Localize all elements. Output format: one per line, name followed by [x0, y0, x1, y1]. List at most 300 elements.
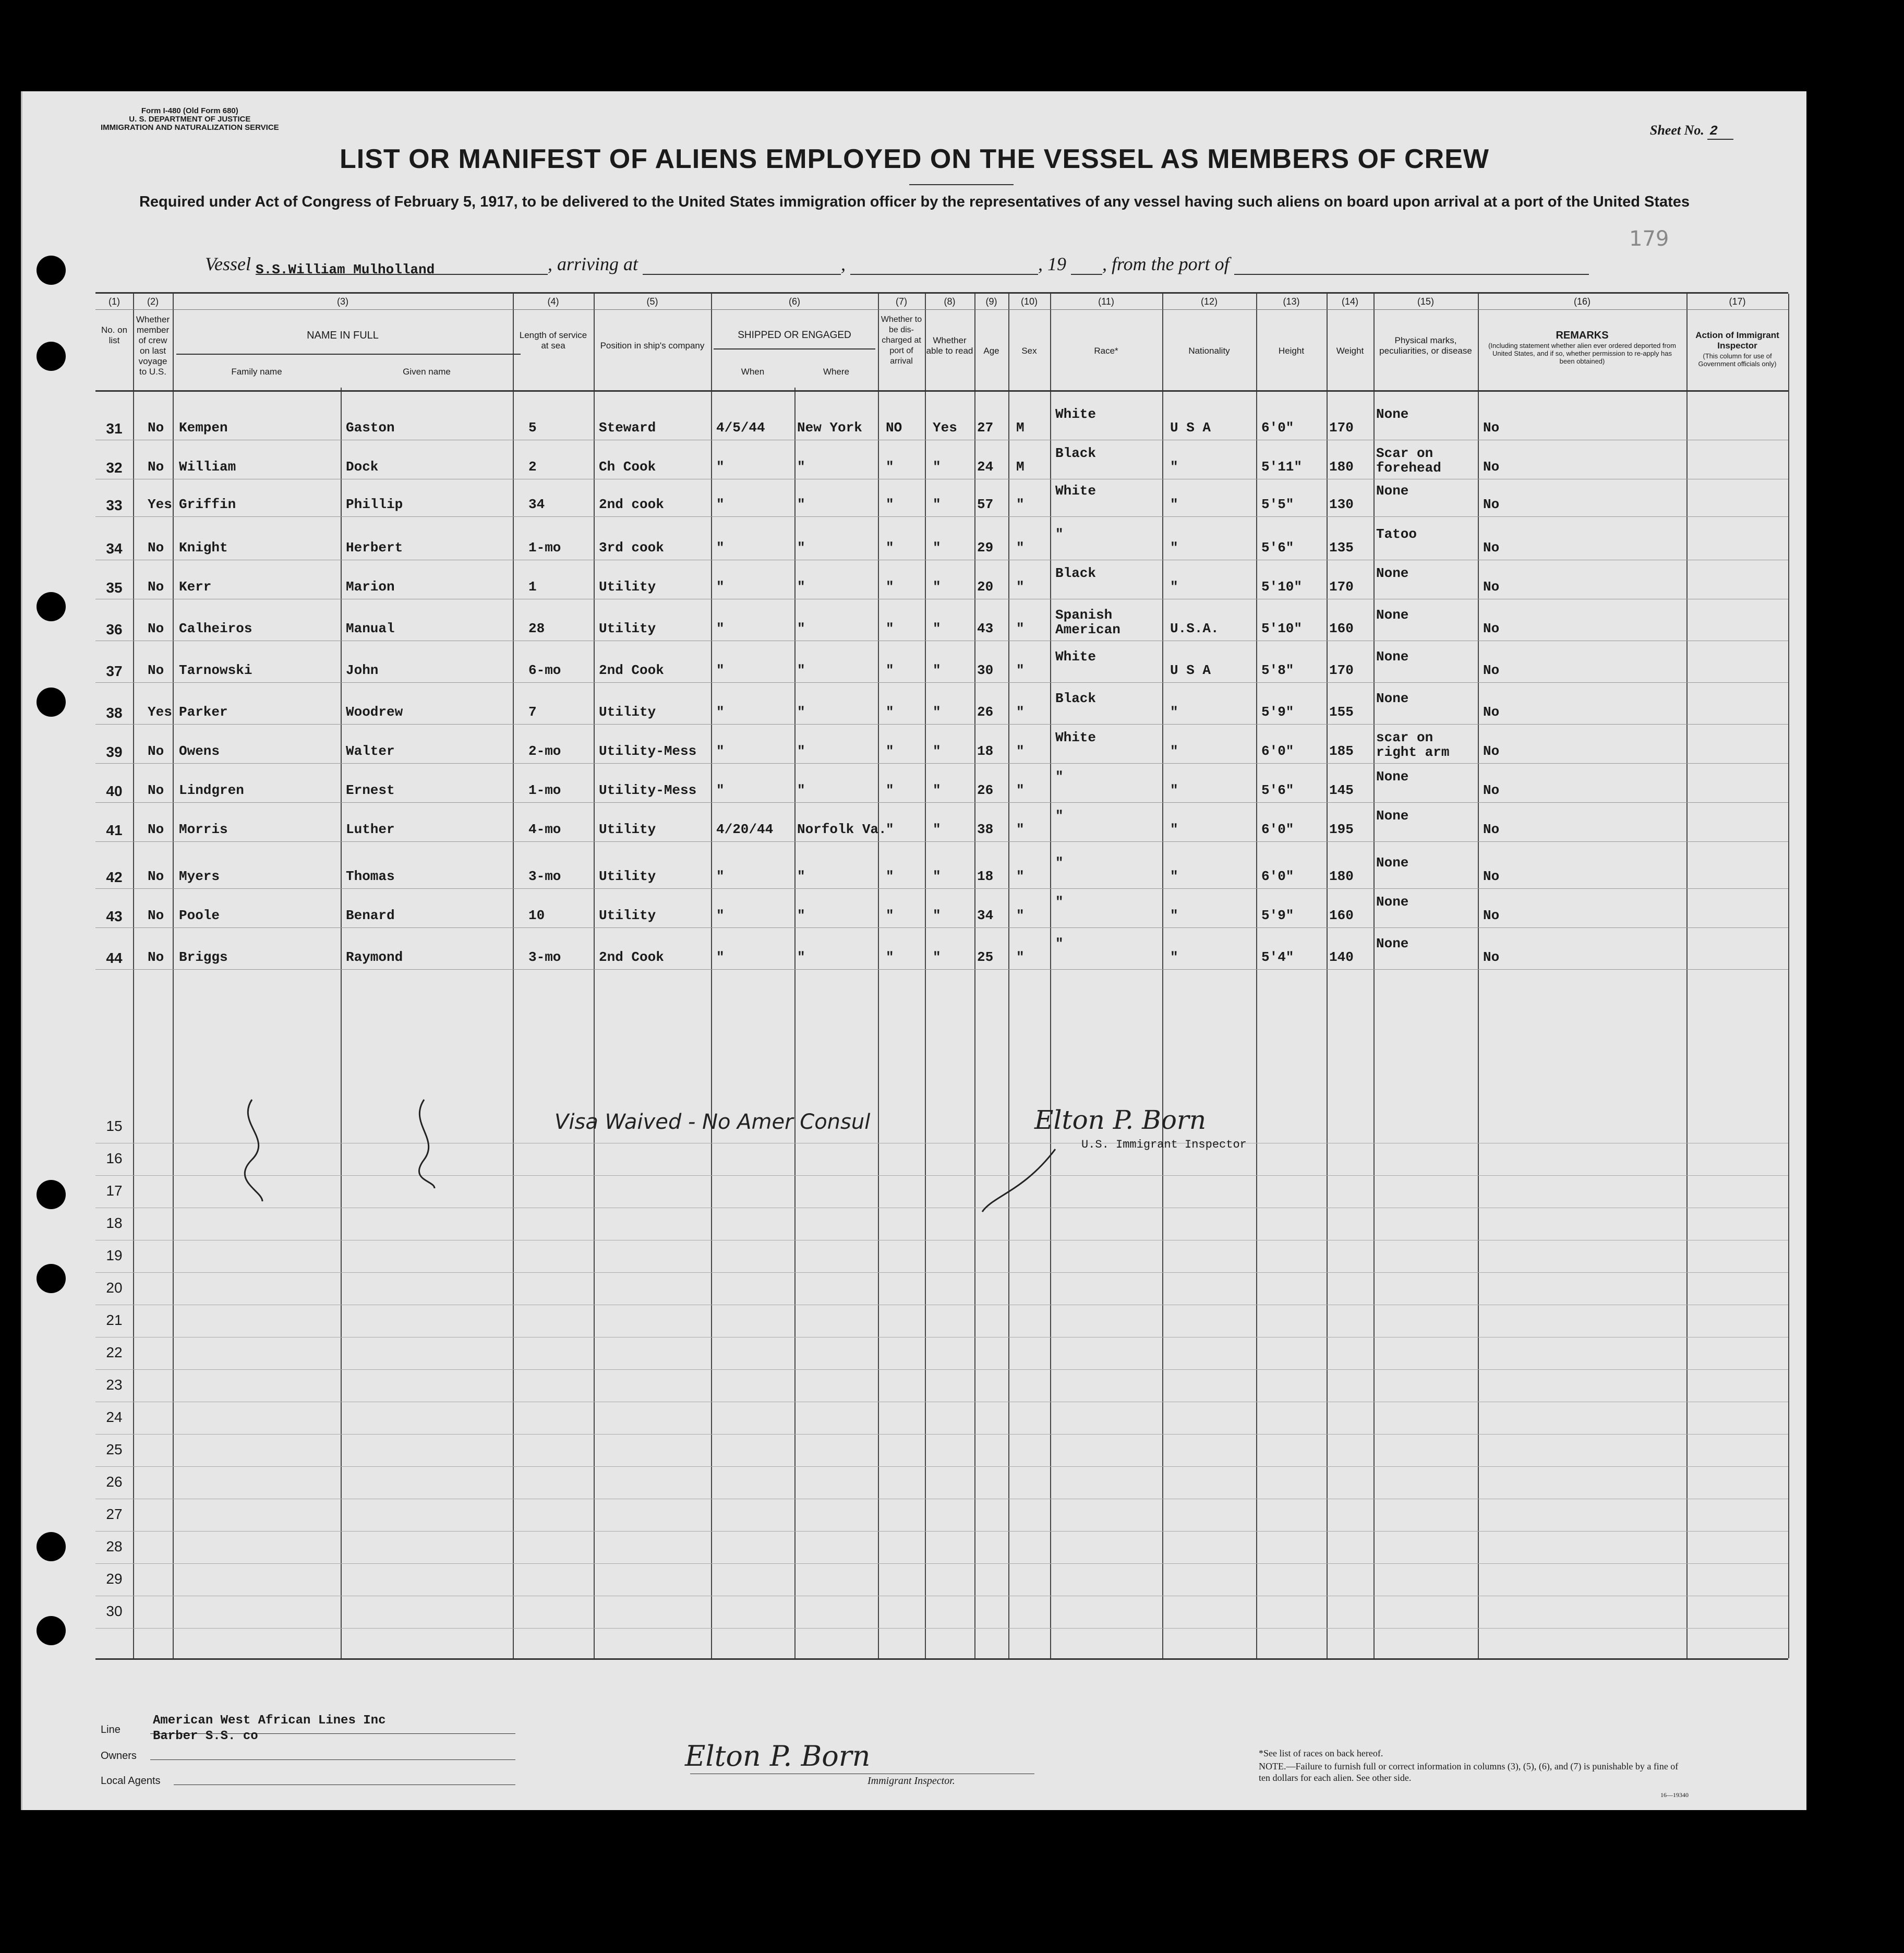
cell-sex: ": [1016, 908, 1025, 923]
cell-nationality: ": [1170, 743, 1178, 759]
cell-nationality: ": [1170, 497, 1178, 512]
cell-discharged: ": [886, 822, 894, 837]
cell-weight: 185: [1329, 743, 1354, 759]
cell-nationality: U S A: [1170, 420, 1211, 436]
cell-last-voyage: No: [148, 908, 164, 923]
cell-remarks: No: [1483, 822, 1500, 837]
col15-number: (15): [1417, 296, 1434, 307]
cell-nationality: ": [1170, 704, 1178, 720]
col7-number: (7): [896, 296, 907, 307]
vessel-name-field: [255, 256, 548, 278]
cell-height: 5'5": [1261, 497, 1294, 512]
cell-service: 10: [528, 908, 545, 923]
cell-read: Yes: [933, 420, 957, 436]
vessel-name: S.S.William Mulholland: [255, 262, 435, 278]
cell-race: Black: [1055, 691, 1096, 706]
cell-where: ": [797, 743, 805, 759]
blank-row-number: 22: [106, 1344, 123, 1360]
port-field: [1234, 256, 1589, 275]
cell-discharged: ": [886, 949, 894, 965]
cell-race: White: [1055, 483, 1096, 499]
cell-height: 5'6": [1261, 782, 1294, 798]
blank-row-number: 24: [106, 1409, 123, 1425]
cell-service: 3-mo: [528, 869, 561, 884]
cell-last-voyage: Yes: [148, 704, 172, 720]
cell-age: 38: [977, 822, 994, 837]
cell-race: ": [1055, 526, 1064, 542]
service: IMMIGRATION AND NATURALIZATION SERVICE: [101, 123, 279, 132]
blank-row-number: 25: [106, 1441, 123, 1457]
cell-discharged: ": [886, 908, 894, 923]
cell-where: ": [797, 540, 805, 556]
cell-given: Luther: [346, 822, 395, 837]
col12-header: Nationality: [1188, 346, 1230, 356]
cell-remarks: No: [1483, 662, 1500, 678]
cell-weight: 160: [1329, 908, 1354, 923]
cell-age: 18: [977, 743, 994, 759]
races-note: *See list of races on back hereof.: [1259, 1748, 1383, 1758]
cell-race: ": [1055, 855, 1064, 871]
cell-last-voyage: No: [148, 540, 164, 556]
cell-family: Kempen: [179, 420, 228, 436]
footer-signature: Elton P. Born: [685, 1740, 871, 1773]
cell-marks: scar on right arm: [1376, 730, 1450, 760]
cell-where: ": [797, 497, 805, 512]
cell-where: ": [797, 949, 805, 965]
col17-number: (17): [1729, 296, 1746, 307]
cell-given: Manual: [346, 621, 395, 636]
cell-marks: None: [1376, 691, 1409, 706]
cell-where: ": [797, 579, 805, 595]
cell-position: Ch Cook: [599, 459, 656, 475]
cell-position: Utility-Mess: [599, 743, 697, 759]
year-field: [1071, 256, 1102, 275]
form-code: 16—19340: [1660, 1791, 1689, 1799]
cell-given: Gaston: [346, 420, 395, 436]
port-label: , from the port of: [1102, 254, 1230, 274]
cell-when: ": [716, 704, 725, 720]
row-number: 42: [106, 869, 123, 885]
cell-height: 5'10": [1261, 579, 1303, 595]
cell-sex: ": [1016, 782, 1025, 798]
cell-when: 4/20/44: [716, 822, 774, 837]
manifest-sheet: [21, 91, 1806, 1810]
cell-last-voyage: No: [148, 662, 164, 678]
cell-read: ": [933, 704, 941, 720]
cell-last-voyage: No: [148, 949, 164, 965]
blank-row-number: 18: [106, 1215, 123, 1231]
blank-row-number: 20: [106, 1280, 123, 1296]
cell-nationality: ": [1170, 949, 1178, 965]
punch-hole: [37, 688, 66, 717]
owners-value: Barber S.S. co: [153, 1729, 258, 1743]
col1-header: No. on list: [101, 325, 128, 345]
col8-number: (8): [944, 296, 956, 307]
blank-row-number: 29: [106, 1571, 123, 1587]
cell-position: 2nd cook: [599, 497, 664, 512]
cell-sex: M: [1016, 420, 1025, 436]
cell-weight: 195: [1329, 822, 1354, 837]
cell-position: Utility: [599, 704, 656, 720]
cell-nationality: ": [1170, 822, 1178, 837]
cell-when: ": [716, 743, 725, 759]
cell-when: ": [716, 497, 725, 512]
cell-sex: M: [1016, 459, 1025, 475]
form-identifier: [101, 107, 279, 132]
punch-hole: [37, 1180, 66, 1209]
cell-nationality: ": [1170, 459, 1178, 475]
cell-where: ": [797, 662, 805, 678]
col9-number: (9): [985, 296, 997, 307]
col15-header: Physical marks, peculiarities, or disease: [1379, 335, 1472, 356]
cell-nationality: U.S.A.: [1170, 621, 1219, 636]
cell-age: 26: [977, 704, 994, 720]
cell-weight: 130: [1329, 497, 1354, 512]
cell-where: Norfolk Va.: [797, 822, 887, 837]
cell-service: 1-mo: [528, 782, 561, 798]
crew-table: [95, 292, 1788, 1660]
cell-height: 6'0": [1261, 869, 1294, 884]
cell-read: ": [933, 621, 941, 636]
cell-position: Utility: [599, 822, 656, 837]
cell-age: 24: [977, 459, 994, 475]
cell-read: ": [933, 662, 941, 678]
col17-subheader: (This column for use of Government officials only): [1698, 352, 1777, 368]
cell-age: 26: [977, 782, 994, 798]
cell-weight: 170: [1329, 420, 1354, 436]
cell-remarks: No: [1483, 949, 1500, 965]
col4-number: (4): [547, 296, 559, 307]
cell-race: White: [1055, 649, 1096, 665]
cell-service: 7: [528, 704, 537, 720]
cell-given: Walter: [346, 743, 395, 759]
page-title: LIST OR MANIFEST OF ALIENS EMPLOYED ON THE VESSEL AS MEMBERS OF CREW: [340, 144, 1489, 174]
row-number: 33: [106, 497, 123, 513]
cell-family: Parker: [179, 704, 228, 720]
cell-where: ": [797, 782, 805, 798]
col13-header: Height: [1278, 346, 1305, 356]
col10-number: (10): [1020, 296, 1038, 307]
arriving-field: [643, 256, 841, 275]
col2-number: (2): [147, 296, 159, 307]
cell-service: 4-mo: [528, 822, 561, 837]
cell-height: 5'4": [1261, 949, 1294, 965]
cell-service: 34: [528, 497, 545, 512]
cell-read: ": [933, 869, 941, 884]
col3-header: NAME IN FULL: [307, 330, 379, 341]
handwritten-strokes: [95, 294, 1788, 1658]
cell-remarks: No: [1483, 497, 1500, 512]
col17-header: Action of Immigrant Inspector: [1695, 330, 1779, 351]
cell-where: ": [797, 459, 805, 475]
cell-height: 5'10": [1261, 621, 1303, 636]
cell-service: 1: [528, 579, 537, 595]
cell-weight: 170: [1329, 662, 1354, 678]
cell-read: ": [933, 459, 941, 475]
cell-last-voyage: No: [148, 420, 164, 436]
cell-weight: 180: [1329, 869, 1354, 884]
footer-signature-title: Immigrant Inspector.: [867, 1775, 955, 1787]
cell-race: Black: [1055, 445, 1096, 461]
cell-age: 34: [977, 908, 994, 923]
row-number: 44: [106, 950, 123, 966]
cell-when: ": [716, 949, 725, 965]
col16-subheader: (Including statement whether alien ever ordered deported from United States, and if so, whether permission to re-apply has been obtained): [1488, 342, 1676, 365]
cell-discharged: ": [886, 743, 894, 759]
cell-age: 18: [977, 869, 994, 884]
cell-family: Owens: [179, 743, 220, 759]
cell-last-voyage: No: [148, 743, 164, 759]
vessel-line: Vessel S.S.William Mulholland , arriving at , , 19 , from the port of: [205, 253, 1589, 275]
blank-row-number: 27: [106, 1506, 123, 1522]
cell-sex: ": [1016, 743, 1025, 759]
row-number: 41: [106, 822, 123, 838]
cell-when: ": [716, 579, 725, 595]
cell-marks: Tatoo: [1376, 526, 1417, 542]
cell-height: 5'6": [1261, 540, 1294, 556]
cell-marks: None: [1376, 855, 1409, 871]
sheet-number: [1650, 123, 1733, 139]
cell-family: Myers: [179, 869, 220, 884]
line-value: American West African Lines Inc: [153, 1714, 386, 1728]
cell-family: Lindgren: [179, 782, 244, 798]
owners-label: Owners: [101, 1750, 137, 1762]
stamped-page-number: 179: [1629, 227, 1669, 251]
cell-read: ": [933, 743, 941, 759]
cell-sex: ": [1016, 579, 1025, 595]
title-rule: [909, 184, 1014, 185]
cell-given: Woodrew: [346, 704, 403, 720]
col14-number: (14): [1341, 296, 1358, 307]
cell-position: Utility: [599, 908, 656, 923]
cell-race: White: [1055, 730, 1096, 745]
cell-weight: 135: [1329, 540, 1354, 556]
cell-read: ": [933, 908, 941, 923]
cell-service: 3-mo: [528, 949, 561, 965]
blank-row-number: 16: [106, 1150, 123, 1166]
cell-discharged: ": [886, 782, 894, 798]
cell-discharged: ": [886, 704, 894, 720]
cell-marks: Scar on forehead: [1376, 445, 1441, 476]
cell-position: Utility-Mess: [599, 782, 697, 798]
form-number: Form I-480 (Old Form 680): [141, 106, 238, 115]
cell-remarks: No: [1483, 782, 1500, 798]
cell-weight: 155: [1329, 704, 1354, 720]
cell-service: 28: [528, 621, 545, 636]
cell-given: Dock: [346, 459, 379, 475]
punch-hole: [37, 592, 66, 621]
sheet-number-value: 2: [1707, 123, 1733, 140]
blank-row-number: 30: [106, 1603, 123, 1619]
cell-remarks: No: [1483, 420, 1500, 436]
inspector-title: U.S. Immigrant Inspector: [1081, 1138, 1247, 1151]
cell-read: ": [933, 579, 941, 595]
cell-where: ": [797, 869, 805, 884]
arriving-label: , arriving at: [547, 254, 638, 274]
cell-read: ": [933, 782, 941, 798]
blank-row-number: 23: [106, 1377, 123, 1393]
cell-remarks: No: [1483, 908, 1500, 923]
cell-family: Calheiros: [179, 621, 252, 636]
cell-age: 30: [977, 662, 994, 678]
col10-header: Sex: [1021, 346, 1037, 356]
cell-remarks: No: [1483, 459, 1500, 475]
cell-family: Briggs: [179, 949, 228, 965]
cell-when: ": [716, 540, 725, 556]
cell-sex: ": [1016, 822, 1025, 837]
cell-nationality: ": [1170, 869, 1178, 884]
cell-read: ": [933, 822, 941, 837]
row-number: 36: [106, 621, 123, 637]
blank-row-number: 17: [106, 1183, 123, 1199]
row-number: 38: [106, 705, 123, 721]
cell-discharged: ": [886, 540, 894, 556]
cell-read: ": [933, 497, 941, 512]
cell-height: 5'9": [1261, 908, 1294, 923]
col2-header: Whether member of crew on last voyage to U.S.: [136, 315, 170, 377]
cell-position: Steward: [599, 420, 656, 436]
cell-when: 4/5/44: [716, 420, 765, 436]
cell-age: 25: [977, 949, 994, 965]
cell-height: 5'9": [1261, 704, 1294, 720]
penalty-note: NOTE.—Failure to furnish full or correct information in columns (3), (5), (6), and (7) is punishable by a fine of ten dollars for each alien. See other side.: [1259, 1761, 1679, 1783]
cell-position: Utility: [599, 621, 656, 636]
cell-service: 2: [528, 459, 537, 475]
cell-last-voyage: No: [148, 459, 164, 475]
cell-discharged: ": [886, 662, 894, 678]
page-subtitle: Required under Act of Congress of February 5, 1917, to be delivered to the United States immigration officer by the representatives of any vessel having such aliens on board upon arrival at a port of the United States: [139, 194, 1690, 210]
col14-header: Weight: [1336, 346, 1364, 356]
cell-position: 3rd cook: [599, 540, 664, 556]
cell-nationality: ": [1170, 782, 1178, 798]
cell-given: Benard: [346, 908, 395, 923]
blank-row-number: 15: [106, 1118, 123, 1134]
cell-age: 57: [977, 497, 994, 512]
cell-race: ": [1055, 936, 1064, 951]
cell-last-voyage: No: [148, 579, 164, 595]
cell-where: ": [797, 621, 805, 636]
cell-service: 1-mo: [528, 540, 561, 556]
cell-position: Utility: [599, 579, 656, 595]
cell-height: 6'0": [1261, 743, 1294, 759]
cell-weight: 160: [1329, 621, 1354, 636]
local-agents-label: Local Agents: [101, 1775, 161, 1787]
cell-last-voyage: No: [148, 782, 164, 798]
cell-given: Ernest: [346, 782, 395, 798]
cell-remarks: No: [1483, 540, 1500, 556]
col16-number: (16): [1573, 296, 1590, 307]
col12-number: (12): [1200, 296, 1218, 307]
cell-height: 6'0": [1261, 420, 1294, 436]
cell-when: ": [716, 621, 725, 636]
row-number: 37: [106, 663, 123, 679]
cell-race: ": [1055, 808, 1064, 824]
cell-sex: ": [1016, 704, 1025, 720]
cell-race: Spanish American: [1055, 607, 1120, 637]
cell-age: 43: [977, 621, 994, 636]
row-number: 35: [106, 580, 123, 596]
cell-given: John: [346, 662, 379, 678]
row-number: 43: [106, 908, 123, 924]
cell-discharged: ": [886, 869, 894, 884]
cell-discharged: ": [886, 497, 894, 512]
cell-discharged: ": [886, 579, 894, 595]
cell-weight: 170: [1329, 579, 1354, 595]
col11-header: Race*: [1094, 346, 1118, 356]
row-number: 39: [106, 744, 123, 760]
cell-remarks: No: [1483, 869, 1500, 884]
cell-marks: None: [1376, 649, 1409, 665]
cell-when: ": [716, 459, 725, 475]
cell-position: 2nd Cook: [599, 949, 664, 965]
cell-sex: ": [1016, 869, 1025, 884]
col13-number: (13): [1283, 296, 1300, 307]
col16-header: REMARKS: [1556, 330, 1609, 341]
cell-position: 2nd Cook: [599, 662, 664, 678]
year-label: , 19: [1038, 254, 1066, 274]
cell-marks: None: [1376, 936, 1409, 951]
cell-age: 27: [977, 420, 994, 436]
cell-service: 2-mo: [528, 743, 561, 759]
cell-when: ": [716, 908, 725, 923]
cell-discharged: NO: [886, 420, 902, 436]
cell-family: Kerr: [179, 579, 212, 595]
cell-sex: ": [1016, 621, 1025, 636]
cell-race: ": [1055, 769, 1064, 785]
cell-when: ": [716, 782, 725, 798]
cell-weight: 140: [1329, 949, 1354, 965]
blank-row-number: 28: [106, 1538, 123, 1554]
cell-age: 20: [977, 579, 994, 595]
cell-race: ": [1055, 894, 1064, 910]
col9-header: Age: [983, 346, 999, 356]
cell-marks: None: [1376, 406, 1409, 422]
cell-given: Phillip: [346, 497, 403, 512]
punch-hole: [37, 1532, 66, 1561]
blank-row-number: 19: [106, 1247, 123, 1263]
row-number: 31: [106, 420, 123, 437]
cell-position: Utility: [599, 869, 656, 884]
cell-where: ": [797, 908, 805, 923]
punch-hole: [37, 256, 66, 285]
cell-service: 5: [528, 420, 537, 436]
cell-remarks: No: [1483, 579, 1500, 595]
blank-row-number: 21: [106, 1312, 123, 1328]
cell-given: Herbert: [346, 540, 403, 556]
cell-weight: 145: [1329, 782, 1354, 798]
cell-given: Marion: [346, 579, 395, 595]
punch-hole: [37, 1616, 66, 1645]
date-field: [850, 256, 1038, 275]
visa-waived-note: Visa Waived - No Amer Consul: [555, 1110, 871, 1134]
col8-header: Whether able to read: [926, 335, 973, 356]
cell-marks: None: [1376, 894, 1409, 910]
cell-given: Thomas: [346, 869, 395, 884]
cell-discharged: ": [886, 459, 894, 475]
col5-header: Position in ship's company: [600, 341, 705, 351]
col5-number: (5): [646, 296, 658, 307]
cell-nationality: ": [1170, 908, 1178, 923]
cell-family: William: [179, 459, 236, 475]
col6-header: SHIPPED OR ENGAGED: [738, 330, 851, 341]
blank-row-number: 26: [106, 1474, 123, 1490]
cell-read: ": [933, 540, 941, 556]
cell-sex: ": [1016, 949, 1025, 965]
col3-family-header: Family name: [231, 367, 282, 377]
cell-sex: ": [1016, 540, 1025, 556]
col3-number: (3): [337, 296, 348, 307]
row-number: 34: [106, 540, 123, 557]
